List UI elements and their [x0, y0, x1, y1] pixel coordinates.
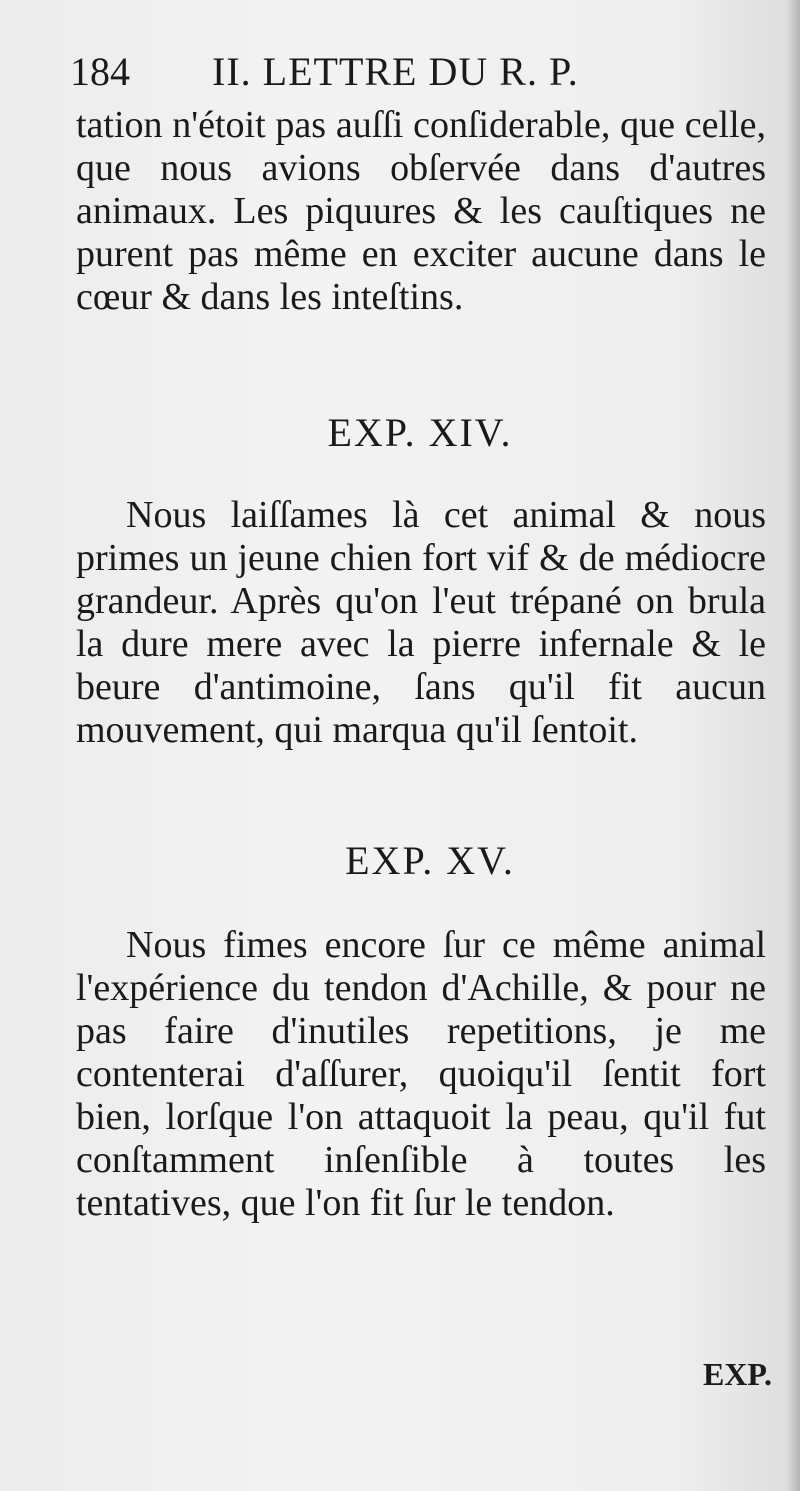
paragraph-exp-xv: [76, 924, 766, 1225]
catchword: EXP.: [702, 1356, 772, 1392]
page-gutter-shadow: [786, 0, 800, 1491]
paragraph-exp-xiv-text: Nous laiſſames là cet animal & nous primes un jeune chien fort vif & de médiocre grandeur. Après qu'on l'eut trépané on brula la dure mere avec la pierre infernale & le beure d'antimoine, ſans qu'il fit aucun mouvement, qui marqua qu'il ſentoit.: [76, 494, 766, 751]
experiment-heading-xv: EXP. XV.: [345, 838, 515, 883]
paragraph-continuation: tation n'étoit pas auſſi conſiderable, que celle, que nous avions obſervée dans d'autres animaux. Les piquures & les cauſtiques ne purent pas même en exciter aucune dans le cœur & dans les inteſtins.: [76, 104, 766, 318]
experiment-heading-xiv: EXP. XIV.: [327, 410, 513, 455]
running-title: II. LETTRE DU R. P.: [212, 49, 579, 94]
page-number: 184: [70, 49, 130, 94]
paragraph-exp-xiv: [76, 494, 766, 752]
running-header: [70, 44, 750, 100]
paragraph-exp-xv-text: Nous fimes encore ſur ce même animal l'expérience du tendon d'Achille, & pour ne pas faire d'inutiles repetitions, je me contenterai d'aſſurer, quoiqu'il ſentit fort bien, lorſque l'on attaquoit la peau, qu'il fut conſtamment inſenſible à toutes les tentatives, que l'on fit ſur le tendon.: [76, 924, 766, 1224]
